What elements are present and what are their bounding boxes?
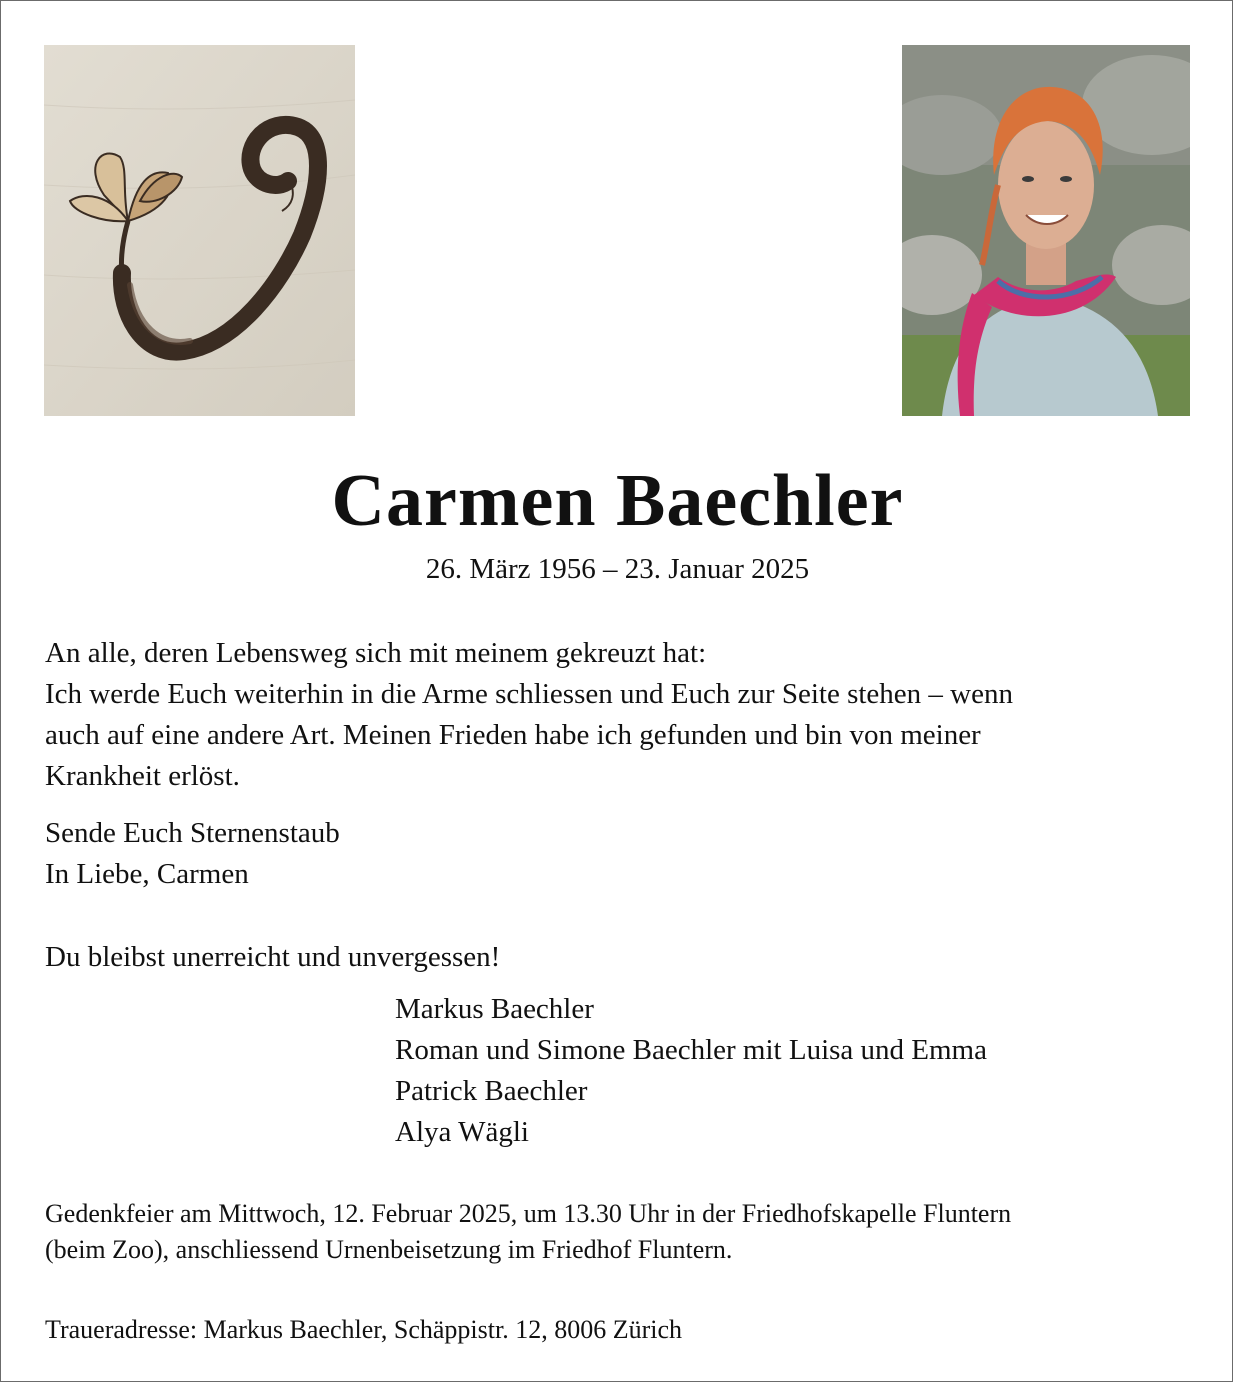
ceremony-line: Gedenkfeier am Mittwoch, 12. Februar 2025, um 13.30 Uhr in der Friedhofskapelle Fluntern <box>45 1199 1012 1228</box>
family-member: Roman und Simone Baechler mit Luisa und Emma <box>395 1034 987 1066</box>
family-member: Patrick Baechler <box>395 1075 588 1107</box>
life-dates: 26. März 1956 – 23. Januar 2025 <box>425 553 810 585</box>
message-line: Ich werde Euch weiterhin in die Arme schliessen und Euch zur Seite stehen – wenn <box>45 678 1013 710</box>
message-line: auch auf eine andere Art. Meinen Frieden habe ich gefunden und bin von meiner <box>45 719 981 751</box>
flower-swirl-drawing <box>44 45 355 416</box>
family-list <box>395 989 1195 1153</box>
closing-line: Sende Euch Sternenstaub <box>45 817 340 849</box>
message-line: An alle, deren Lebensweg sich mit meinem gekreuzt hat: <box>45 637 707 669</box>
family-member: Alya Wägli <box>395 1116 529 1148</box>
portrait-illustration <box>902 45 1190 416</box>
ceremony-line: (beim Zoo), anschliessend Urnenbeisetzung im Friedhof Fluntern. <box>45 1235 733 1264</box>
closing-signature <box>45 813 1195 895</box>
mourning-address: Traueradresse: Markus Baechler, Schäppistr. 12, 8006 Zürich <box>45 1315 683 1344</box>
closing-line: In Liebe, Carmen <box>45 858 249 890</box>
portrait-photo <box>902 45 1190 416</box>
deceased-name: Carmen Baechler <box>331 460 904 542</box>
family-member: Markus Baechler <box>395 993 594 1025</box>
remembrance-line: Du bleibst unerreicht und unvergessen! <box>45 941 501 973</box>
artwork-image <box>44 45 355 416</box>
ceremony-info <box>45 1196 1195 1268</box>
message-line: Krankheit erlöst. <box>45 760 240 792</box>
farewell-message <box>45 633 1195 797</box>
